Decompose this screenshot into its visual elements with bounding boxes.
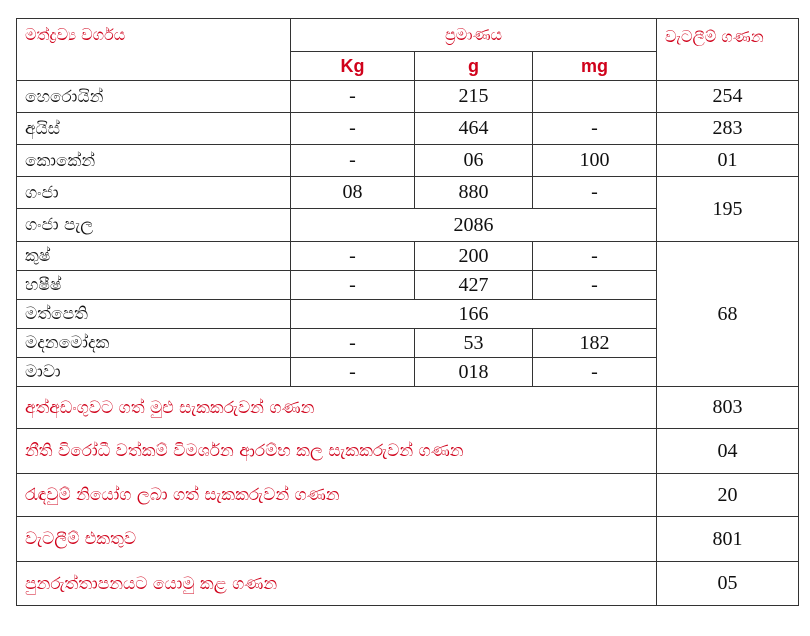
summary-value: 801: [657, 517, 799, 562]
qty-kg: -: [291, 242, 415, 271]
header-drug-type: මත්ද්‍රව්‍ය වර්ගය: [17, 19, 291, 81]
qty-g: 53: [415, 329, 533, 358]
qty-mg: -: [533, 177, 657, 209]
qty-kg: -: [291, 145, 415, 177]
table-row: [17, 177, 799, 209]
qty-kg: -: [291, 81, 415, 113]
qty-g: 464: [415, 113, 533, 145]
drug-name: කොකේන්: [17, 145, 291, 177]
summary-row: [17, 562, 799, 606]
raids-count: 254: [657, 81, 799, 113]
summary-value: 05: [657, 562, 799, 606]
qty-mg: -: [533, 358, 657, 387]
summary-row: [17, 517, 799, 562]
qty-mg: -: [533, 113, 657, 145]
summary-label: පුනරුත්තාපනයට යොමු කළ ගණන: [17, 562, 657, 606]
summary-label: අත්අඩංගුවට ගත් මුළු සැකකරුවන් ගණන: [17, 387, 657, 429]
qty-g: 880: [415, 177, 533, 209]
summary-value: 20: [657, 474, 799, 517]
summary-row: [17, 429, 799, 474]
table-row: [17, 242, 799, 271]
qty-mg: -: [533, 242, 657, 271]
qty-mg: 182: [533, 329, 657, 358]
table-row: [17, 113, 799, 145]
raids-count: 01: [657, 145, 799, 177]
header-raids-count: වැටලීම් ගණන: [657, 19, 799, 81]
header-row: [17, 19, 799, 52]
raids-count: 283: [657, 113, 799, 145]
summary-row: [17, 474, 799, 517]
drug-name: මත්පෙති: [17, 300, 291, 329]
qty-kg: -: [291, 271, 415, 300]
qty-kg: -: [291, 329, 415, 358]
summary-value: 04: [657, 429, 799, 474]
summary-row: [17, 387, 799, 429]
qty-g: 018: [415, 358, 533, 387]
summary-label: රැඳවුම් නියෝග ලබා ගත් සැකකරුවන් ගණන: [17, 474, 657, 517]
qty-g: 200: [415, 242, 533, 271]
drug-name: මාවා: [17, 358, 291, 387]
drug-name: මදනමෝදක: [17, 329, 291, 358]
qty-g: 427: [415, 271, 533, 300]
qty-mg: [533, 81, 657, 113]
qty-mg: 100: [533, 145, 657, 177]
drug-name: කුෂ්: [17, 242, 291, 271]
raids-count: 195: [657, 177, 799, 242]
qty-g: 06: [415, 145, 533, 177]
table-row: [17, 81, 799, 113]
raids-count: 68: [657, 242, 799, 387]
summary-label: නීති විරෝධී වත්කම් විමර්ශන ආරම්භ කල සැකකරුවන් ගණන: [17, 429, 657, 474]
qty-kg: 08: [291, 177, 415, 209]
qty-g: 215: [415, 81, 533, 113]
drug-name: හෂීෂ්: [17, 271, 291, 300]
drug-name: හෙරොයින්: [17, 81, 291, 113]
unit-mg: mg: [533, 52, 657, 81]
drug-name: ගංජා: [17, 177, 291, 209]
header-quantity: ප්‍රමාණය: [291, 19, 657, 52]
qty-kg: -: [291, 113, 415, 145]
summary-label: වැටලීම් එකතුව: [17, 517, 657, 562]
qty-merged: 2086: [291, 209, 657, 242]
qty-kg: -: [291, 358, 415, 387]
drug-name: ගංජා පැල: [17, 209, 291, 242]
qty-mg: -: [533, 271, 657, 300]
drug-seizure-table: [16, 18, 799, 606]
summary-value: 803: [657, 387, 799, 429]
table-row: [17, 145, 799, 177]
qty-merged: 166: [291, 300, 657, 329]
drug-name: අයිස්: [17, 113, 291, 145]
unit-kg: Kg: [291, 52, 415, 81]
unit-g: g: [415, 52, 533, 81]
